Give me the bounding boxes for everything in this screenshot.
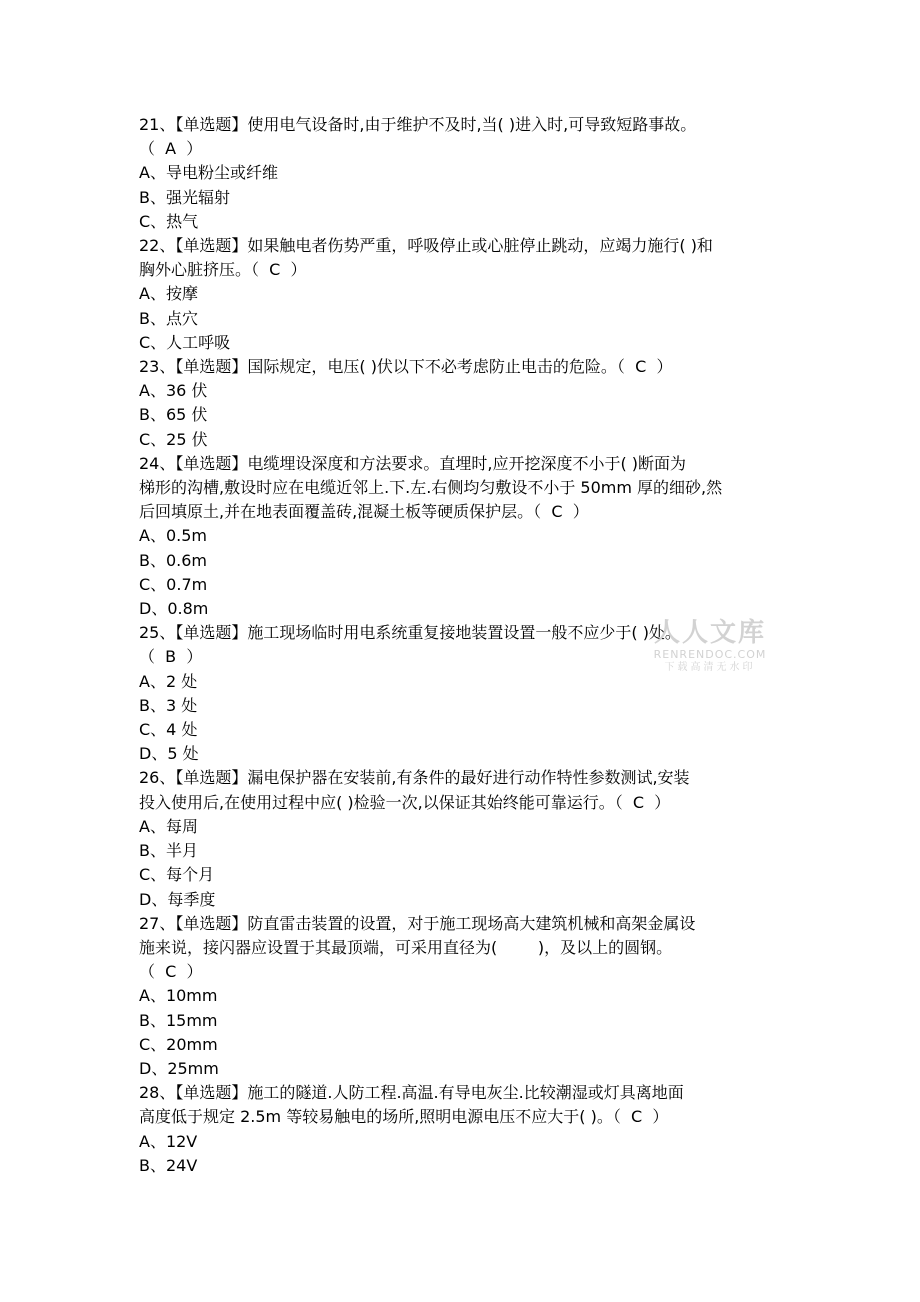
question-block	[139, 355, 809, 452]
answer-option: D、25mm	[139, 1058, 219, 1078]
watermark-subtitle: 下载高清无水印	[664, 662, 756, 673]
question-stem-line: （ C ）	[139, 962, 203, 982]
answer-option: A、2 处	[139, 671, 198, 691]
answer-option: A、36 伏	[139, 381, 208, 401]
question-block	[139, 912, 809, 1081]
answer-option: D、5 处	[139, 744, 199, 764]
answer-option: C、热气	[139, 211, 199, 231]
watermark-site: RENRENDOC.COM	[653, 648, 767, 661]
answer-option: D、0.8m	[139, 599, 209, 619]
question-block	[139, 452, 809, 621]
answer-option: D、每季度	[139, 889, 216, 909]
question-stem-line: 21、【单选题】使用电气设备时,由于维护不及时,当( )进入时,可导致短路事故。	[139, 115, 697, 134]
question-list	[139, 113, 809, 1178]
question-stem-line: 梯形的沟槽,敷设时应在电缆近邻上.下.左.右侧均匀敷设不小于 50mm 厚的细砂,然	[139, 478, 723, 498]
answer-option: B、0.6m	[139, 550, 208, 570]
question-stem-line: 胸外心脏挤压。（ C ）	[139, 260, 307, 280]
question-block	[139, 1081, 809, 1178]
question-stem-line: 25、【单选题】施工现场临时用电系统重复接地装置设置一般不应少于( )处。	[139, 623, 681, 643]
answer-option: B、15mm	[139, 1010, 218, 1030]
answer-option: B、24V	[139, 1155, 198, 1175]
question-stem-line: （ B ）	[139, 647, 203, 667]
answer-option: B、65 伏	[139, 405, 208, 425]
answer-option: A、10mm	[139, 986, 218, 1006]
answer-option: C、4 处	[139, 720, 198, 740]
answer-option: B、强光辐射	[139, 187, 230, 207]
question-stem-line: 高度低于规定 2.5m 等较易触电的场所,照明电源电压不应大于( )。（ C ）	[139, 1107, 669, 1127]
answer-option: A、按摩	[139, 284, 198, 304]
question-block	[139, 113, 809, 234]
question-stem-line: 后回填原土,并在地表面覆盖砖,混凝土板等硬质保护层。（ C ）	[139, 502, 589, 522]
question-stem-line: 24、【单选题】电缆埋设深度和方法要求。直埋时,应开挖深度不小于( )断面为	[139, 453, 687, 473]
answer-option: A、每周	[139, 816, 198, 836]
question-stem-line: 施来说，接闪器应设置于其最顶端，可采用直径为( )，及以上的圆钢。	[139, 937, 673, 957]
question-block	[139, 766, 809, 911]
question-block	[139, 234, 809, 355]
question-stem-line: 23、【单选题】国际规定，电压( )伏以下不必考虑防止电击的危险。（ C ）	[139, 357, 673, 377]
question-stem-line: 22、【单选题】如果触电者伤势严重，呼吸停止或心脏停止跳动，应竭力施行( )和	[139, 236, 713, 256]
question-stem-line: 28、【单选题】施工的隧道.人防工程.高温.有导电灰尘.比较潮湿或灯具离地面	[139, 1083, 684, 1103]
answer-option: C、人工呼吸	[139, 332, 231, 352]
answer-option: B、半月	[139, 841, 198, 861]
question-block	[139, 621, 809, 766]
question-stem-line: 投入使用后,在使用过程中应( )检验一次,以保证其始终能可靠运行。（ C ）	[139, 792, 671, 812]
answer-option: B、3 处	[139, 695, 198, 715]
answer-option: C、20mm	[139, 1034, 218, 1054]
answer-option: A、12V	[139, 1131, 198, 1151]
answer-option: B、点穴	[139, 308, 198, 328]
answer-option: C、每个月	[139, 865, 215, 885]
question-stem-line: （ A ）	[139, 139, 203, 159]
answer-option: A、0.5m	[139, 526, 207, 546]
answer-option: C、25 伏	[139, 429, 208, 449]
question-stem-line: 26、【单选题】漏电保护器在安装前,有条件的最好进行动作特性参数测试,安装	[139, 768, 690, 788]
answer-option: A、导电粉尘或纤维	[139, 163, 278, 183]
answer-option: C、0.7m	[139, 574, 208, 594]
question-stem-line: 27、【单选题】防直雷击装置的设置，对于施工现场高大建筑机械和高架金属设	[139, 913, 696, 933]
watermark-title: 人人文库	[653, 618, 766, 648]
